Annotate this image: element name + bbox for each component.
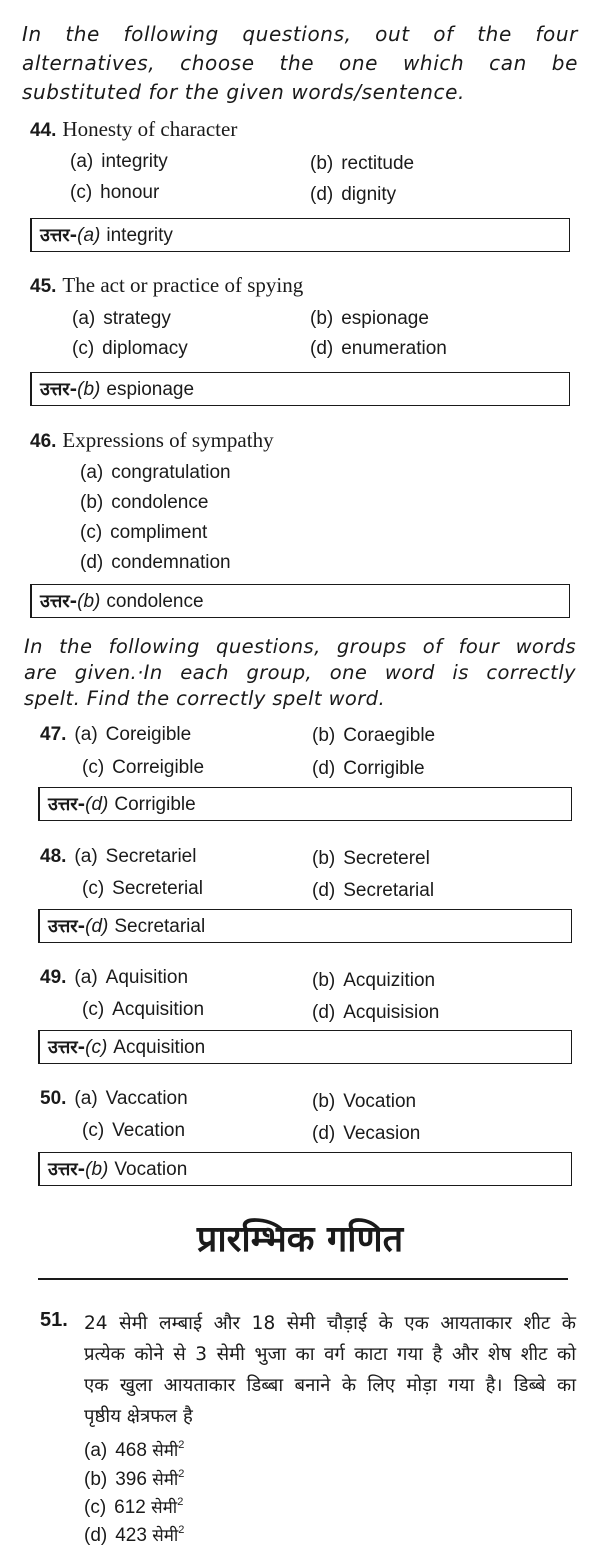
instruction-line: are given.·In each group, one word is correctly bbox=[24, 661, 576, 684]
section-title: प्रारम्भिक गणित bbox=[196, 1219, 404, 1260]
answer-prefix: उत्तर- bbox=[40, 225, 78, 246]
answer-prefix: उत्तर- bbox=[48, 1159, 86, 1180]
instruction-spelling bbox=[24, 634, 576, 712]
question-line: प्रत्येक कोने से 3 सेमी भुजा का वर्ग काटा गया है और शेष शीट को bbox=[84, 1344, 576, 1365]
answer-letter: (b) bbox=[77, 591, 101, 612]
answer-letter: (d) bbox=[85, 916, 109, 937]
question-line: पृष्ठीय क्षेत्रफल है bbox=[84, 1406, 193, 1427]
option-d: (d) dignity bbox=[310, 184, 397, 205]
option-a-label: (a) bbox=[74, 724, 98, 745]
option-a: (a) integrity bbox=[70, 151, 168, 172]
answer-text: Vocation bbox=[114, 1159, 188, 1180]
option-a: (a) strategy bbox=[72, 308, 171, 329]
answer-letter: (b) bbox=[85, 1159, 109, 1180]
option-b: (b) Secreterel bbox=[312, 848, 430, 869]
option-a: (a) 468 सेमी$^2$ bbox=[84, 1439, 185, 1461]
option-b: (b) Vocation bbox=[312, 1091, 417, 1112]
instruction-one-word bbox=[22, 20, 578, 107]
question-46 bbox=[30, 427, 274, 455]
option-d: (d) Corrigible bbox=[312, 758, 425, 779]
option-c: (c) Vecation bbox=[82, 1120, 186, 1141]
option-a-text: Secretariel bbox=[105, 846, 197, 867]
question-text: Honesty of character bbox=[62, 117, 238, 141]
answer-text: condolence bbox=[106, 591, 204, 612]
question-number: 51. bbox=[40, 1309, 68, 1331]
question-text: Expressions of sympathy bbox=[62, 428, 274, 452]
question-line: 24 सेमी लम्बाई और 18 सेमी चौड़ाई के एक आयताकार शीट के bbox=[84, 1313, 576, 1334]
question-number: 49. bbox=[40, 967, 67, 988]
option-c: (c) 612 सेमी$^2$ bbox=[84, 1496, 184, 1518]
question-48 bbox=[40, 845, 196, 869]
answer-text: integrity bbox=[106, 225, 173, 246]
answer-letter: (c) bbox=[85, 1037, 108, 1058]
answer-letter: (b) bbox=[77, 379, 101, 400]
answer-box-45 bbox=[30, 372, 570, 406]
option-a-label: (a) bbox=[74, 1088, 98, 1109]
option-a-text: Aquisition bbox=[105, 967, 189, 988]
answer-prefix: उत्तर- bbox=[48, 916, 86, 937]
option-c: (c) Secreterial bbox=[82, 878, 203, 899]
question-number: 48. bbox=[40, 846, 67, 867]
question-text bbox=[84, 1308, 576, 1432]
question-44 bbox=[30, 116, 237, 144]
instruction-line: substituted for the given words/sentence. bbox=[22, 80, 465, 104]
option-c: (c) honour bbox=[70, 182, 160, 203]
question-number: 50. bbox=[40, 1088, 67, 1109]
question-50 bbox=[40, 1087, 188, 1111]
answer-text: Secretarial bbox=[114, 916, 206, 937]
answer-letter: (d) bbox=[85, 794, 109, 815]
question-47 bbox=[40, 723, 191, 747]
question-number: 44. bbox=[30, 120, 57, 141]
answer-box-50 bbox=[38, 1152, 572, 1186]
instruction-line: In the following questions, groups of four words bbox=[24, 635, 576, 658]
question-45 bbox=[30, 272, 303, 300]
option-d: (d) enumeration bbox=[310, 338, 447, 359]
question-number: 47. bbox=[40, 724, 67, 745]
question-49 bbox=[40, 966, 188, 990]
answer-prefix: उत्तर- bbox=[48, 794, 86, 815]
option-b: (b) Acquizition bbox=[312, 970, 436, 991]
option-a-text: Coreigible bbox=[105, 724, 192, 745]
section-divider bbox=[38, 1278, 568, 1280]
option-d: (d) 423 सेमी$^2$ bbox=[84, 1524, 185, 1546]
option-b: (b) 396 सेमी$^2$ bbox=[84, 1468, 185, 1490]
answer-box-48 bbox=[38, 909, 572, 943]
option-d: (d) Secretarial bbox=[312, 880, 435, 901]
option-c: (c) Correigible bbox=[82, 757, 205, 778]
answer-prefix: उत्तर- bbox=[40, 591, 78, 612]
option-c: (c) compliment bbox=[80, 522, 208, 543]
option-c: (c) Acquisition bbox=[82, 999, 205, 1020]
option-d: (d) Acquisision bbox=[312, 1002, 440, 1023]
option-b: (b) condolence bbox=[80, 492, 209, 513]
option-d: (d) condemnation bbox=[80, 552, 231, 573]
answer-text: espionage bbox=[106, 379, 195, 400]
option-b: (b) Coraegible bbox=[312, 725, 436, 746]
answer-letter: (a) bbox=[77, 225, 101, 246]
answer-prefix: उत्तर- bbox=[40, 379, 78, 400]
instruction-line: spelt. Find the correctly spelt word. bbox=[24, 687, 386, 710]
option-b: (b) espionage bbox=[310, 308, 429, 329]
answer-prefix: उत्तर- bbox=[48, 1037, 86, 1058]
option-d: (d) Vecasion bbox=[312, 1123, 421, 1144]
option-b: (b) rectitude bbox=[310, 153, 415, 174]
question-text: The act or practice of spying bbox=[62, 273, 304, 297]
option-a-text: Vaccation bbox=[105, 1088, 188, 1109]
instruction-line: alternatives, choose the one which can be bbox=[22, 51, 578, 75]
option-a: (a) congratulation bbox=[80, 462, 231, 483]
question-number: 46. bbox=[30, 431, 57, 452]
answer-box-46 bbox=[30, 584, 570, 618]
answer-text: Corrigible bbox=[114, 794, 196, 815]
answer-text: Acquisition bbox=[113, 1037, 206, 1058]
question-number: 45. bbox=[30, 276, 57, 297]
answer-box-49 bbox=[38, 1030, 572, 1064]
option-a-label: (a) bbox=[74, 967, 98, 988]
option-c: (c) diplomacy bbox=[72, 338, 188, 359]
answer-box-44 bbox=[30, 218, 570, 252]
answer-box-47 bbox=[38, 787, 572, 821]
option-a-label: (a) bbox=[74, 846, 98, 867]
question-line: एक खुला आयताकार डिब्बा बनाने के लिए मोड़ा गया है। डिब्बे का bbox=[84, 1375, 576, 1396]
instruction-line: In the following questions, out of the four bbox=[22, 22, 578, 46]
